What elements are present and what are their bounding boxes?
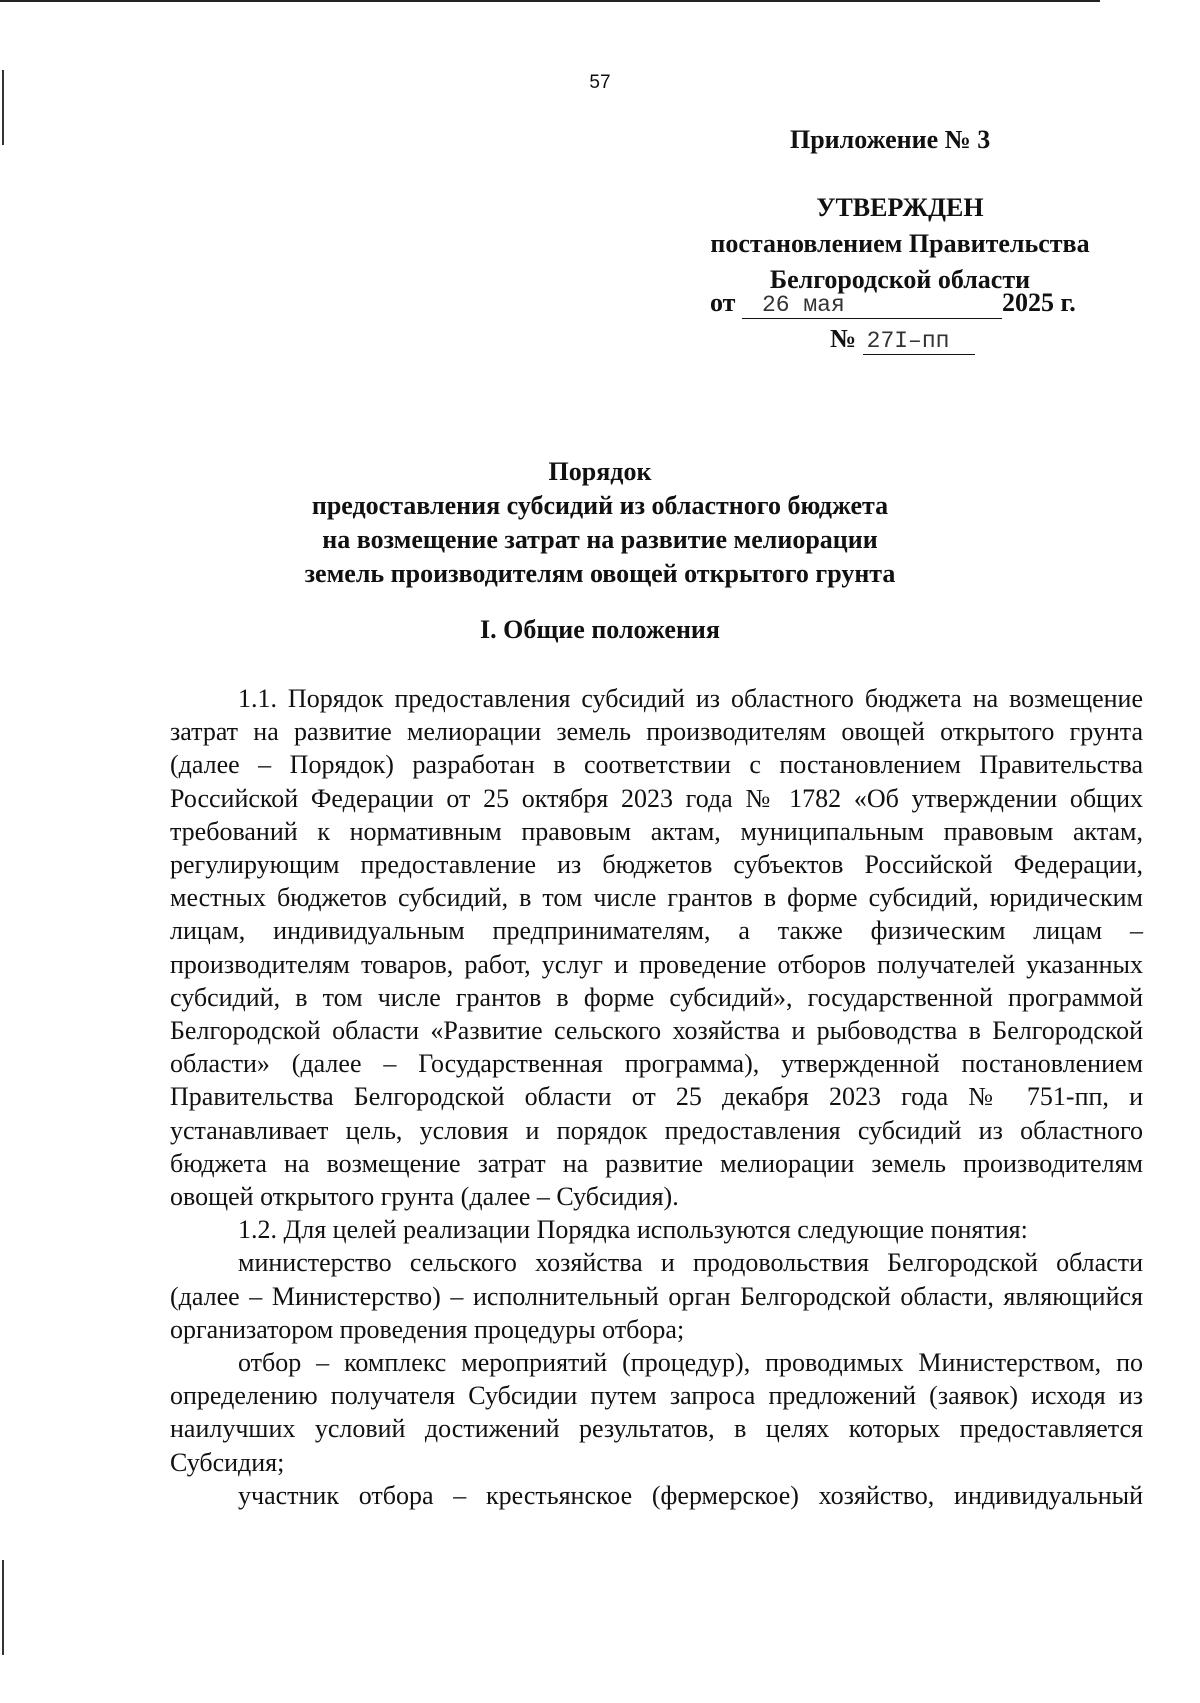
approved-by-line: постановлением Правительства: [710, 229, 1090, 258]
paragraph-1-1: 1.1. Порядок предоставления субсидий из областного бюджета на возмещение затрат на развитие мелиорации земель производителям овощей открытого грунта (далее – Порядок) разработан в соответствии с постановлением Правительства Российской Федерации от 25 октября 2023 года № 1782 «Об утверждении общих требований к нормативным правовым актам, муниципальным правовым актам, регулирующим предоставление из бюджетов субъектов Российской Федерации, местных бюджетов субсидий, в том числе грантов в форме субсидий, юридическим лицам, индивидуальным предпринимателям, а также физическим лицам – производителям товаров, работ, услуг и проведение отборов получателей указанных субсидий, в том числе грантов в форме субсидий», государственной программой Белгородской области «Развитие сельского хозяйства и рыбоводства в Белгородской области» (далее – Государственная программа), утвержденной постановлением Правительства Белгородской области от 25 декабря 2023 года № 751-пп, и устанавливает цель, условия и порядок предоставления субсидий из областного бюджета на возмещение затрат на развитие мелиорации земель производителям овощей открытого грунта (далее – Субсидия).: [170, 684, 1143, 1212]
definition-selection: отбор – комплекс мероприятий (процедур), проводимых Министерством, по определению получателя Субсидии путем запроса предложений (заявок) исходя из наилучших условий достижений результатов, в целях которых предоставляется Субсидия;: [170, 1348, 1143, 1477]
scan-edge-mark: [2, 1560, 4, 1655]
approved-label: УТВЕРЖДЕН: [816, 193, 984, 222]
date-value: 26 мая: [742, 292, 1002, 319]
number-value: 27I–пп: [863, 328, 975, 355]
definition-participant: участник отбора – крестьянское (фермерское) хозяйство, индивидуальный: [238, 1480, 1143, 1510]
annex-title: Приложение № 3: [790, 125, 991, 154]
document-body: [170, 682, 1143, 1512]
number-prefix: №: [830, 324, 857, 353]
approved-region-line: Белгородской области: [769, 265, 1031, 294]
approval-number-line: [830, 324, 975, 355]
page-number: 57: [589, 72, 611, 93]
section-title: I. Общие положения: [480, 615, 720, 644]
date-prefix: от: [710, 288, 736, 317]
approval-date-line: [710, 288, 1076, 319]
document-title-line: Порядок: [548, 457, 652, 486]
document-title-line: земель производителям овощей открытого грунта: [304, 559, 896, 588]
document-title: [170, 455, 1030, 591]
document-title-line: на возмещение затрат на развитие мелиорации: [322, 525, 878, 554]
definition-ministry: министерство сельского хозяйства и продовольствия Белгородской области (далее – Министерство) – исполнительный орган Белгородской области, являющийся организатором проведения процедуры отбора;: [170, 1248, 1143, 1344]
paragraph-1-2: 1.2. Для целей реализации Порядка используются следующие понятия:: [238, 1215, 1028, 1245]
date-suffix: 2025 г.: [1001, 288, 1076, 317]
top-border-line: [0, 0, 1100, 2]
document-title-line: предоставления субсидий из областного бюджета: [311, 491, 889, 520]
approval-stamp-block: [680, 190, 1120, 298]
